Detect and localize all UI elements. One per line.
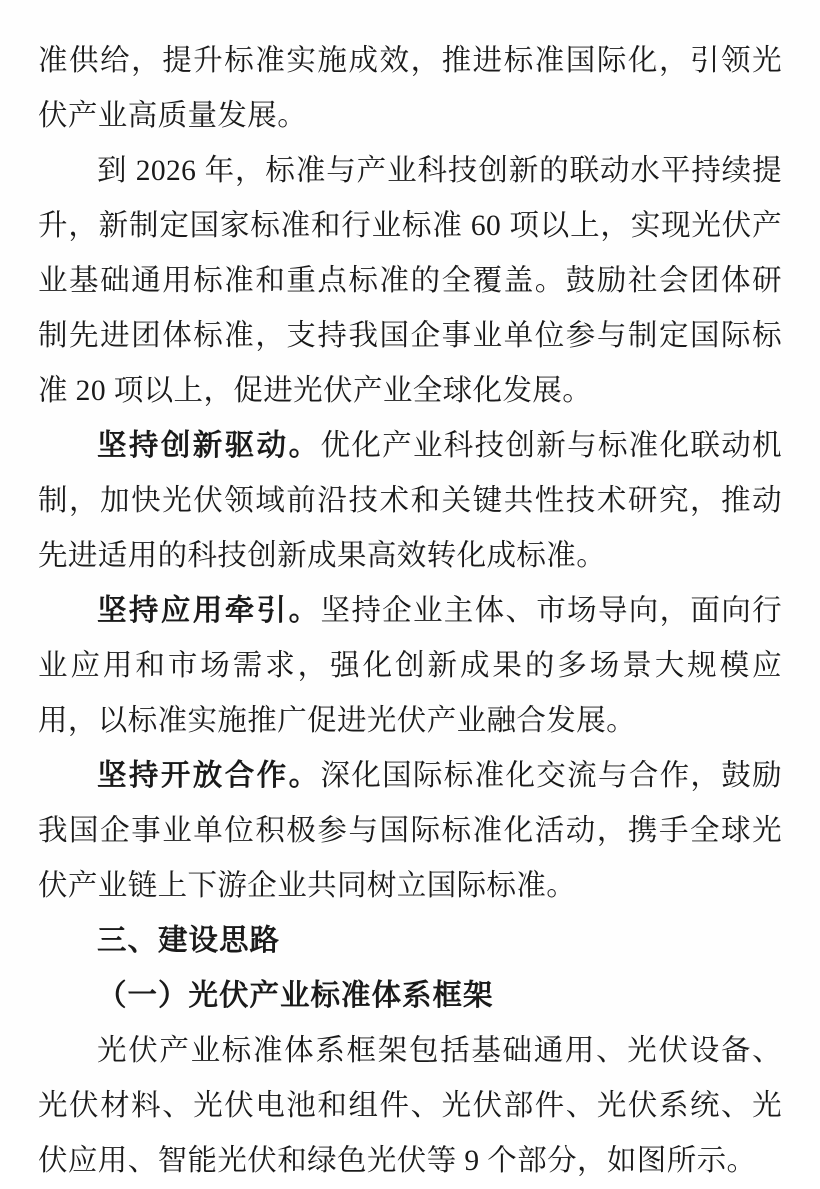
document-body — [38, 34, 782, 1189]
paragraph-lead-application-driven: 坚持应用牵引。 — [97, 595, 321, 627]
paragraph-open-cooperation — [38, 749, 782, 914]
paragraph-innovation-driven — [38, 419, 782, 584]
paragraph-framework-description: 光伏产业标准体系框架包括基础通用、光伏设备、光伏材料、光伏电池和组件、光伏部件、光伏系统、光伏应用、智能光伏和绿色光伏等 9 个部分，如图所示。 — [38, 1035, 782, 1177]
paragraph-text-application-driven: 坚持企业主体、市场导向，面向行业应用和市场需求，强化创新成果的多场景大规模应用，以标准实施推广促进光伏产业融合发展。 — [38, 595, 782, 737]
paragraph-lead-open-cooperation: 坚持开放合作。 — [97, 760, 321, 792]
paragraph-2026-goal: 到 2026 年，标准与产业科技创新的联动水平持续提升，新制定国家标准和行业标准 60 项以上，实现光伏产业基础通用标准和重点标准的全覆盖。鼓励社会团体研制先进团体标准，支持我国企事业单位参与制定国际标准 20 项以上，促进光伏产业全球化发展。 — [38, 155, 782, 407]
paragraph-lead-innovation-driven: 坚持创新驱动。 — [97, 430, 321, 462]
heading-section-three: 三、建设思路 — [97, 925, 281, 957]
paragraph-continued: 准供给，提升标准实施成效，推进标准国际化，引领光伏产业高质量发展。 — [38, 45, 782, 132]
paragraph-text-innovation-driven: 优化产业科技创新与标准化联动机制，加快光伏领域前沿技术和关键共性技术研究，推动先进适用的科技创新成果高效转化成标准。 — [38, 430, 782, 572]
paragraph-application-driven — [38, 584, 782, 749]
paragraph-text-open-cooperation: 深化国际标准化交流与合作，鼓励我国企事业单位积极参与国际标准化活动，携手全球光伏产业链上下游企业共同树立国际标准。 — [38, 760, 782, 902]
heading-subsection-one: （一）光伏产业标准体系框架 — [97, 980, 494, 1012]
